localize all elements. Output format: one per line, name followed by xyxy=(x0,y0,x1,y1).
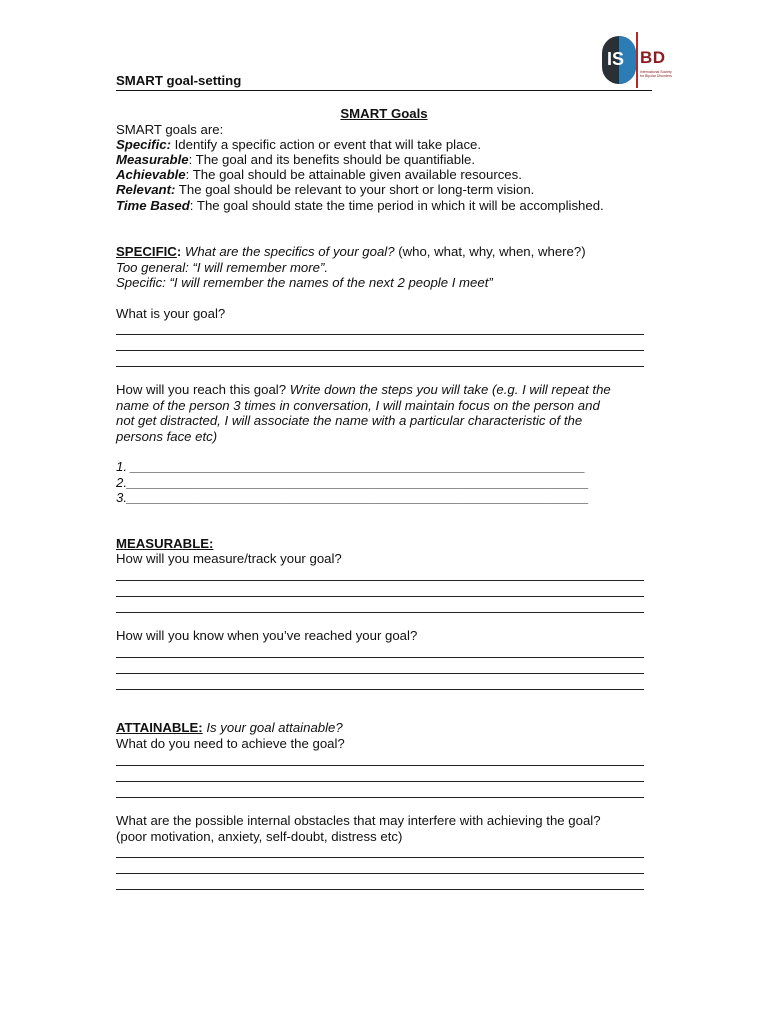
answer-line[interactable] xyxy=(116,781,644,782)
logo-divider xyxy=(636,32,638,88)
measurable-question-track: How will you measure/track your goal? xyxy=(116,551,342,566)
answer-line[interactable] xyxy=(116,765,644,766)
answer-line[interactable] xyxy=(116,612,644,613)
intro-lead: SMART goals are: xyxy=(116,122,224,137)
answer-line[interactable] xyxy=(116,873,644,874)
intro-item-measurable: Measurable: The goal and its benefits should be quantifiable. xyxy=(116,152,476,167)
logo-subtitle: International Society for Bipolar Disorders xyxy=(640,70,672,78)
step-1-line[interactable]: 1. ______________________________________________________________ xyxy=(116,459,586,474)
specific-example-specific: Specific: “I will remember the names of the next 2 people I meet” xyxy=(116,275,493,290)
answer-line[interactable] xyxy=(116,366,644,367)
intro-item-specific: Specific: Identify a specific action or event that will take place. xyxy=(116,137,482,152)
specific-example-general: Too general: “I will remember more”. xyxy=(116,260,329,275)
intro-item-achievable: Achievable: The goal should be attainable given available resources. xyxy=(116,167,522,182)
header-rule xyxy=(116,90,652,91)
document-header-title: SMART goal-setting xyxy=(116,73,242,88)
answer-line[interactable] xyxy=(116,334,644,335)
step-3-line[interactable]: 3._______________________________________________________________ xyxy=(116,490,590,505)
step-2-line[interactable]: 2._______________________________________________________________ xyxy=(116,475,590,490)
specific-question-reach-line3: not get distracted, I will associate the name with a particular characteristic of the xyxy=(116,413,583,428)
answer-line[interactable] xyxy=(116,797,644,798)
page-title: SMART Goals xyxy=(340,106,428,121)
attainable-question-obstacles-examples: (poor motivation, anxiety, self-doubt, distress etc) xyxy=(116,829,403,844)
attainable-question-obstacles: What are the possible internal obstacles that may interfere with achieving the goal? xyxy=(116,813,601,828)
isbd-logo xyxy=(600,26,672,94)
answer-line[interactable] xyxy=(116,580,644,581)
answer-line[interactable] xyxy=(116,657,644,658)
specific-question-goal: What is your goal? xyxy=(116,306,226,321)
attainable-heading-row: ATTAINABLE: Is your goal attainable? xyxy=(116,720,343,735)
answer-line[interactable] xyxy=(116,889,644,890)
answer-line[interactable] xyxy=(116,596,644,597)
attainable-question-need: What do you need to achieve the goal? xyxy=(116,736,345,751)
specific-question-reach-line4: persons face etc) xyxy=(116,429,218,444)
specific-question-reach-line2: name of the person 3 times in conversation, I will maintain focus on the person and xyxy=(116,398,600,413)
intro-item-time-based: Time Based: The goal should state the time period in which it will be accomplished. xyxy=(116,198,604,213)
answer-line[interactable] xyxy=(116,689,644,690)
answer-line[interactable] xyxy=(116,857,644,858)
intro-item-relevant: Relevant: The goal should be relevant to your short or long-term vision. xyxy=(116,182,535,197)
specific-heading-row: SPECIFIC: What are the specifics of your goal? (who, what, why, when, where?) xyxy=(116,244,586,259)
measurable-heading: MEASURABLE: xyxy=(116,536,214,551)
answer-line[interactable] xyxy=(116,673,644,674)
logo-letters-right: BD xyxy=(640,48,666,67)
logo-letters-left: IS xyxy=(607,49,625,69)
measurable-question-reached: How will you know when you’ve reached your goal? xyxy=(116,628,418,643)
specific-question-reach: How will you reach this goal? Write down the steps you will take (e.g. I will repeat the xyxy=(116,382,611,397)
answer-line[interactable] xyxy=(116,350,644,351)
